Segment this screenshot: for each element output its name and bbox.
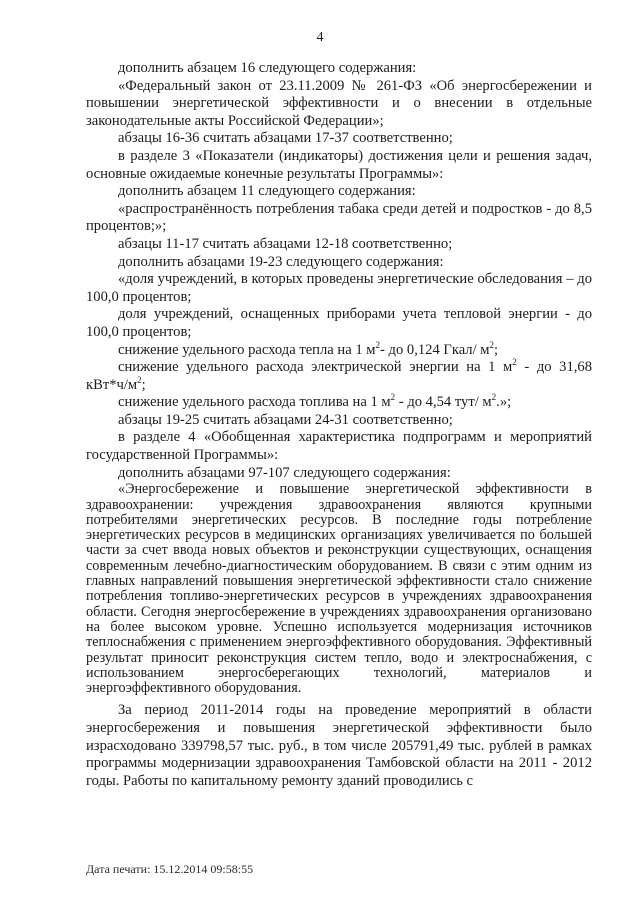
- fuel-indicator-line: [86, 394, 592, 412]
- heat-text-before: снижение удельного расхода тепла на 1 м: [118, 341, 376, 358]
- heat-sup-2: 2: [489, 339, 495, 350]
- electric-sup-2: 2: [137, 374, 142, 385]
- paragraph-1: дополнить абзацем 16 следующего содержания:: [118, 60, 417, 76]
- paragraph-12: в разделе 4 «Обобщенная характеристика подпрограмм и мероприятий государственной Программы»:: [86, 429, 592, 464]
- electric-text-before: снижение удельного расхода электрической энергии на 1 м: [118, 359, 513, 376]
- paragraph-9: «доля учреждений, в которых проведены энергетические обследования – до 100,0 процентов;: [86, 271, 592, 305]
- paragraph-3: абзацы 16-36 считать абзацами 17-37 соответственно;: [118, 130, 453, 147]
- electric-indicator-line: [86, 359, 592, 394]
- fuel-text-middle: - до 4,54 тут/ м: [395, 394, 492, 411]
- heat-text-middle: - до 0,124 Гкал/ м: [380, 341, 490, 358]
- electric-text-after: ;: [141, 376, 146, 393]
- fuel-text-after: .»;: [496, 394, 512, 411]
- final-paragraph: За период 2011-2014 годы на проведение мероприятий в области энергосбережения и повышения энергетической эффективности было израсходовано 339798,57 тыс. руб., в том числе 205791,49 тыс. рублей в рамках программы модернизации здравоохранения Тамбовской области на 2011 - 2012 годы. Работы по капитальному ремонту зданий проводились с: [86, 702, 592, 789]
- paragraph-5: дополнить абзацем 11 следующего содержания:: [118, 183, 416, 200]
- fuel-sup-1: 2: [390, 392, 396, 403]
- document-body: [86, 60, 592, 790]
- print-date-footer: Дата печати: 15.12.2014 09:58:55: [86, 862, 254, 876]
- electric-text-middle: - до 31,68 кВт*ч/м: [86, 359, 592, 393]
- heat-sup-1: 2: [375, 339, 381, 350]
- page-number: 4: [316, 30, 324, 45]
- paragraph-7: абзацы 11-17 считать абзацами 12-18 соответственно;: [118, 235, 453, 252]
- heat-text-after: ;: [494, 341, 499, 358]
- paragraph-10: доля учреждений, оснащенных приборами учета тепловой энергии - до 100,0 процентов;: [86, 306, 592, 340]
- paragraph-8: дополнить абзацами 19-23 следующего содержания:: [118, 253, 444, 270]
- paragraph-2: «Федеральный закон от 23.11.2009 № 261-ФЗ «Об энергосбережении и повышении энергетической эффективности и о внесении в отдельные законодательные акты Российской Федерации»;: [86, 77, 592, 129]
- paragraph-11: абзацы 19-25 считать абзацами 24-31 соответственно;: [118, 411, 453, 428]
- paragraph-13: дополнить абзацами 97-107 следующего содержания:: [118, 464, 451, 481]
- energy-saving-quote-block: «Энергосбережение и повышение энергетической эффективности в здравоохранении: учреждения здравоохранения являются крупными потребителями энергетических ресурсов. В последние годы потребление энергетических ресурсов в медицинских организациях увеличивается по большей части за счет ввода новых объектов и реконструкции существующих, оснащения современным лечебно-диагностическим оборудованием. В связи с этим одним из главных направлений повышения энергетической эффективности стало снижение потребления топливо-энергетических ресурсов в учреждениях здравоохранения области. Сегодня энергосбережение в учреждениях здравоохранения организовано на более высоком уровне. Успешно используется модернизация источников теплоснабжения с применением энергоэффективного оборудования. Эффективный результат приносит реконструкция систем тепло, водо и электроснабжения, с использованием энергосберегающих технологий, материалов и энергоэффективного оборудования.: [86, 481, 592, 697]
- electric-sup-1: 2: [512, 357, 517, 368]
- paragraph-4: в разделе 3 «Показатели (индикаторы) достижения цели и решения задач, основные ожидаемые конечные результаты Программы»:: [86, 147, 592, 182]
- fuel-text-before: снижение удельного расхода топлива на 1 м: [118, 394, 391, 411]
- paragraph-6: «распространённость потребления табака среди детей и подростков - до 8,5 процентов;»;: [86, 200, 592, 235]
- fuel-sup-2: 2: [491, 392, 497, 403]
